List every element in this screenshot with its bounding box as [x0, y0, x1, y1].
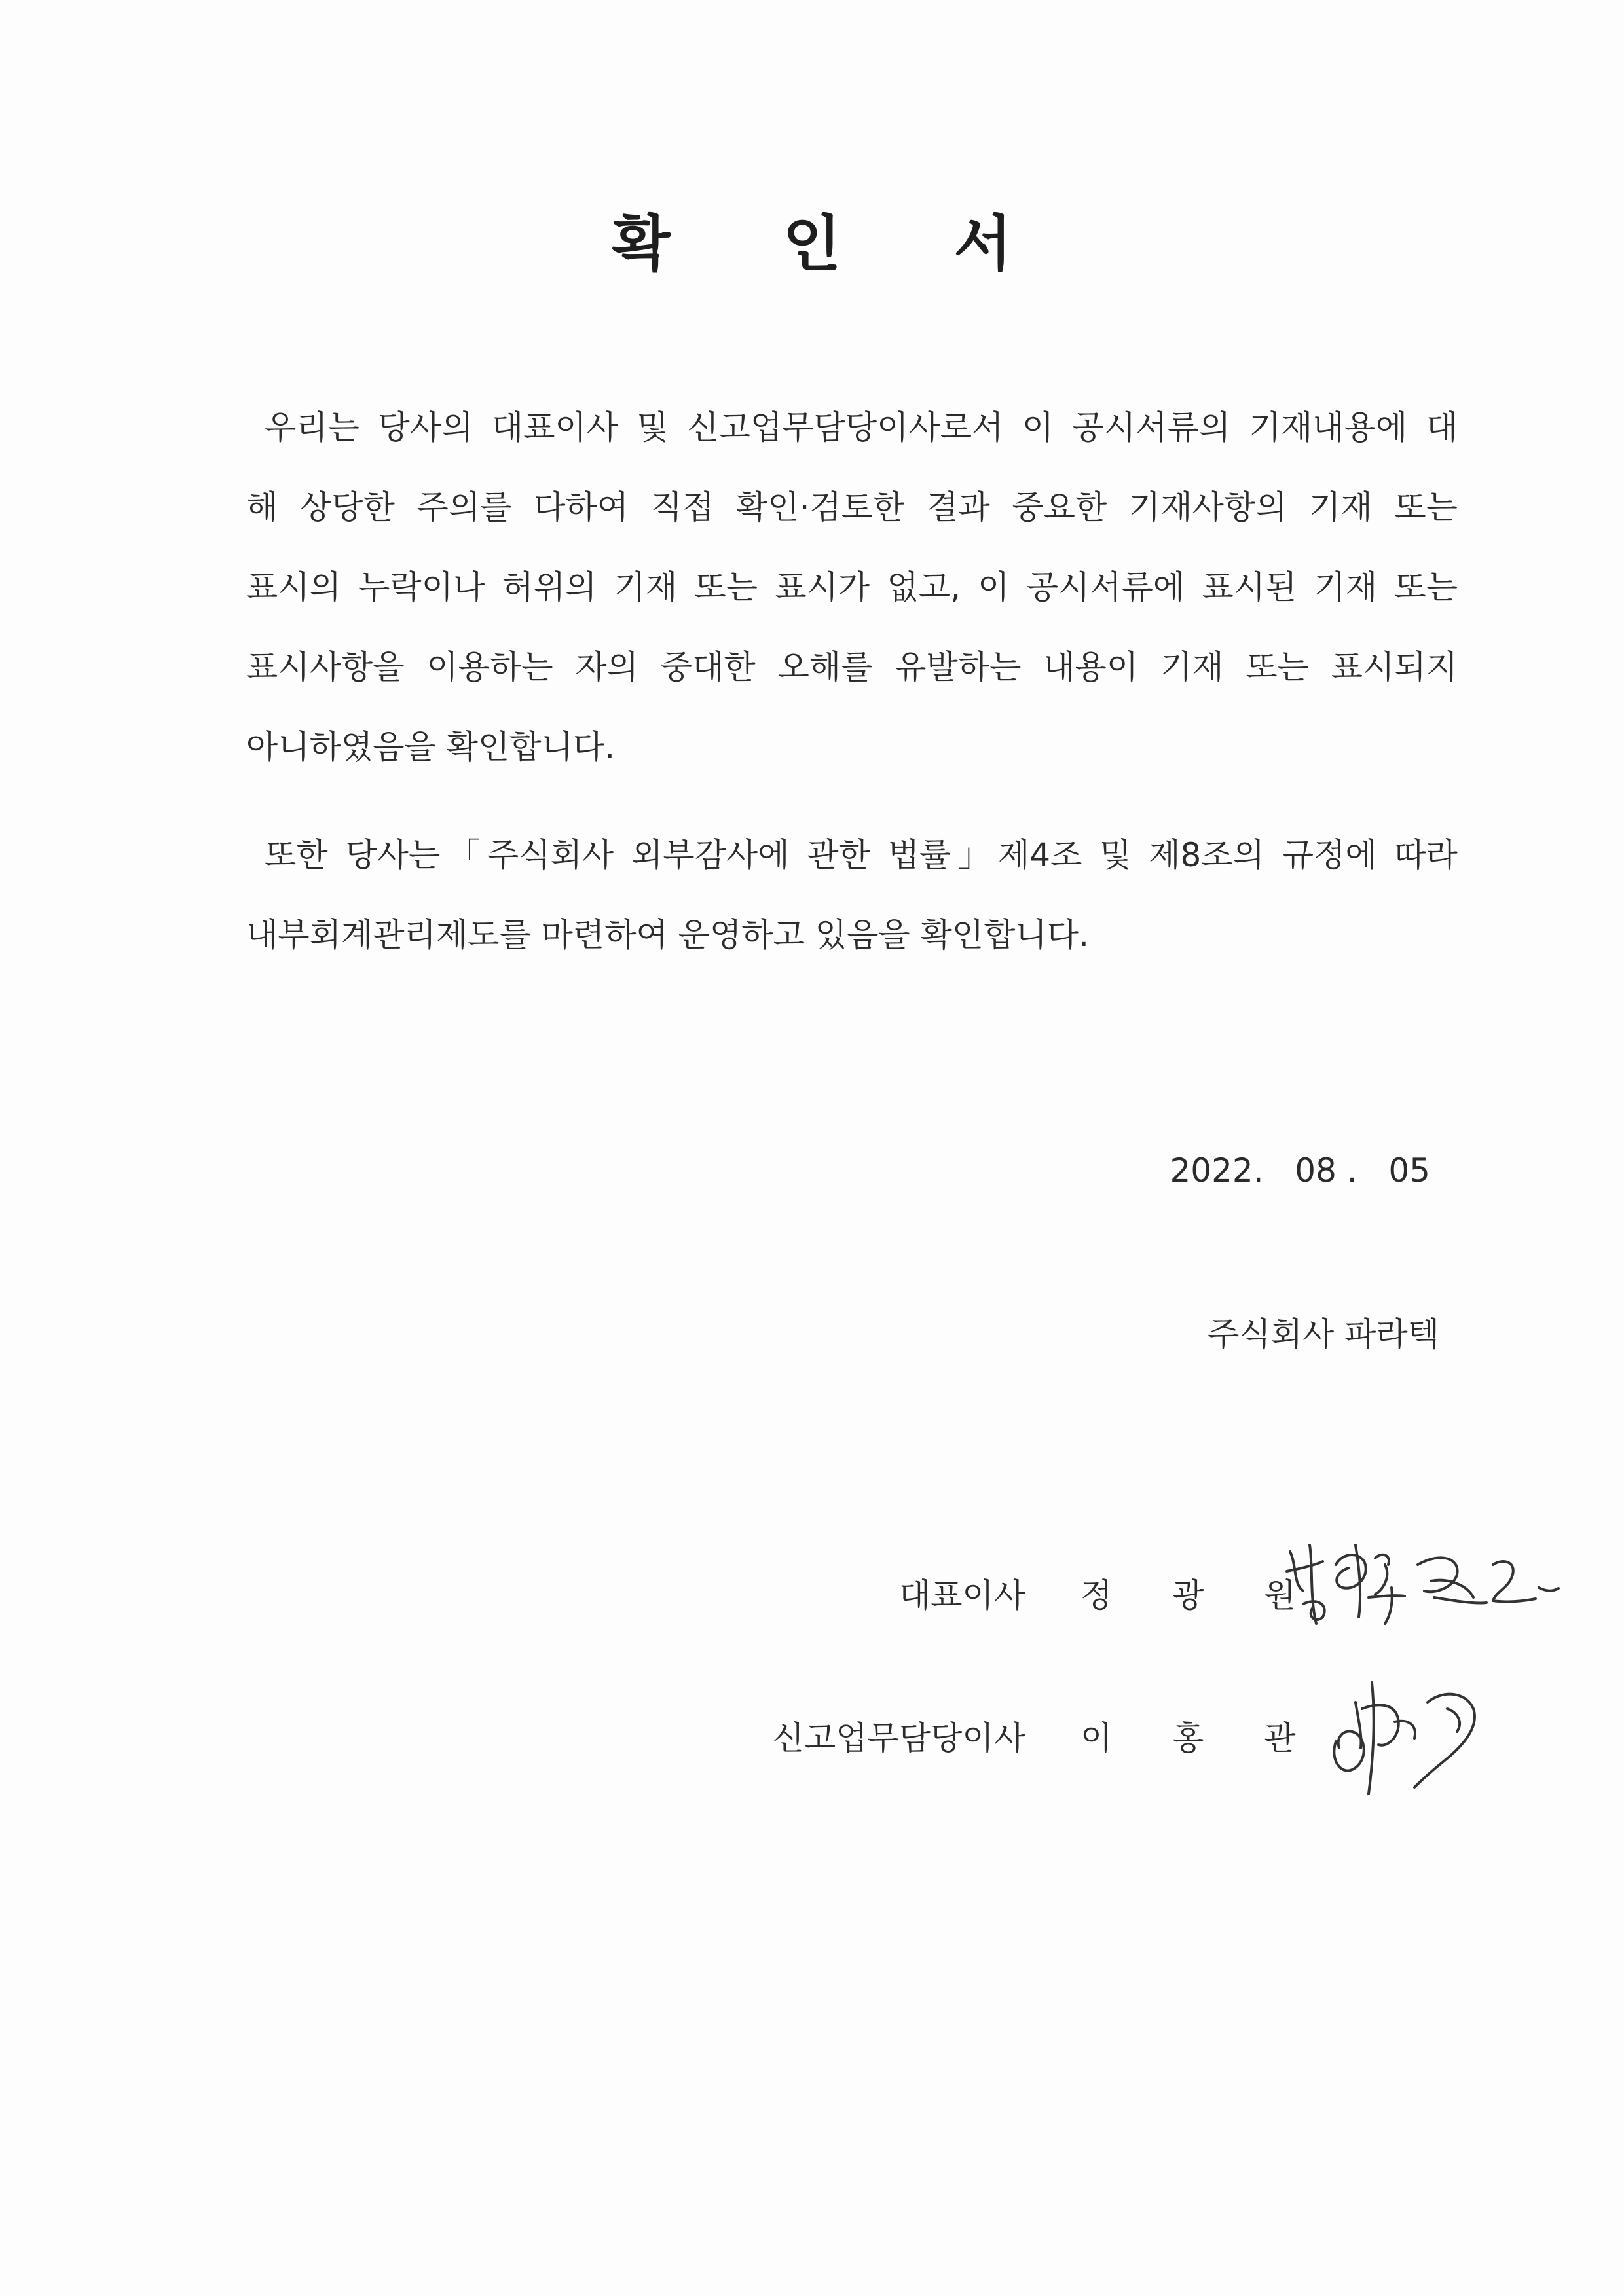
- signatory-title: 신고업무담당이사: [772, 1719, 1025, 1757]
- paragraph-line: 표시의 누락이나 허위의 기재 또는 표시가 없고, 이 공시서류에 표시된 기재 또는: [246, 568, 1458, 606]
- paragraph-line: 해 상당한 주의를 다하여 직접 확인·검토한 결과 중요한 기재사항의 기재 또는: [246, 488, 1458, 526]
- document-date: 2022. 08 . 05: [1170, 1152, 1430, 1190]
- paragraph-line: 표시사항을 이용하는 자의 중대한 오해를 유발하는 내용이 기재 또는 표시되지: [246, 648, 1458, 686]
- signatory-name: 이 홍 관: [1080, 1719, 1321, 1757]
- paragraph-line: 우리는 당사의 대표이사 및 신고업무담당이사로서 이 공시서류의 기재내용에 대: [265, 409, 1458, 446]
- paragraph-line: 내부회계관리제도를 마련하여 운영하고 있음을 확인합니다.: [246, 916, 1089, 954]
- signatory-name: 정 광 원: [1080, 1576, 1321, 1614]
- cfo-signature: [1316, 1663, 1506, 1807]
- signatory-title: 대표이사: [898, 1576, 1025, 1614]
- ceo-signature: [1277, 1525, 1565, 1637]
- internal-control-paragraph: [246, 815, 1458, 975]
- company-name: 주식회사 파라텍: [1208, 1315, 1439, 1353]
- paragraph-line: 또한 당사는「주식회사 외부감사에 관한 법률」제4조 및 제8조의 규정에 따라: [265, 836, 1458, 874]
- confirmation-paragraph: [246, 388, 1458, 787]
- page-title: 확 인 서: [612, 209, 1058, 279]
- paragraph-line: 아니하였음을 확인합니다.: [246, 728, 616, 766]
